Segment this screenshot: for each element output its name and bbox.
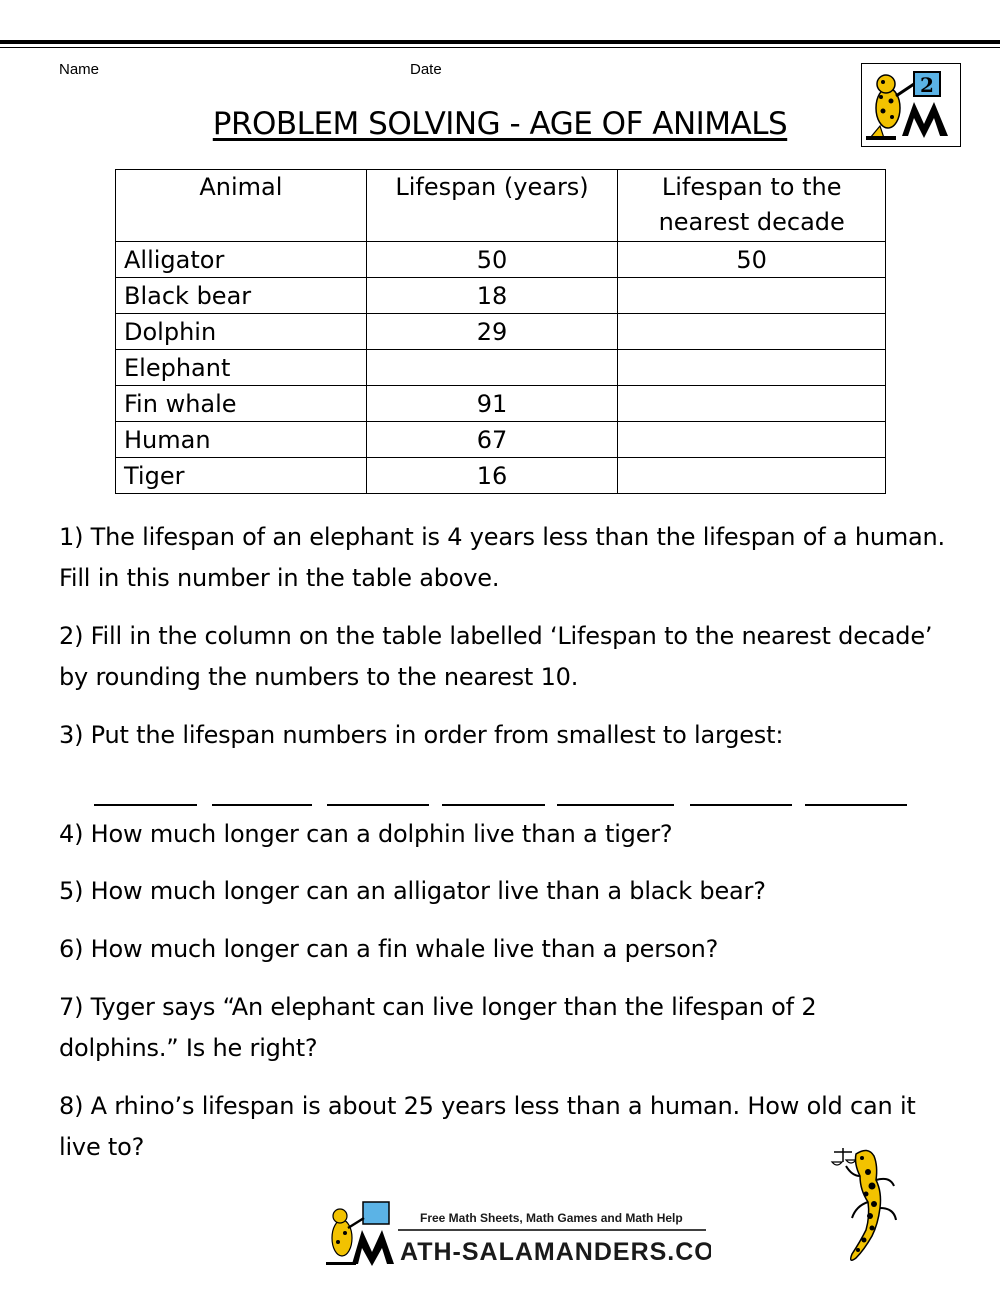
question-7: 7) Tyger says “An elephant can live longer than the lifespan of 2 dolphins.” Is he right? [59,993,817,1062]
question-8: 8) A rhino’s lifespan is about 25 years less than a human. How old can it live to? [59,1092,916,1161]
decade-cell[interactable] [618,350,886,386]
lifespan-cell[interactable] [366,350,618,386]
lifespan-cell: 29 [366,314,618,350]
answer-blank[interactable] [212,804,312,806]
header-animal: Animal [116,170,367,242]
table-row [116,314,886,350]
question-5: 5) How much longer can an alligator live than a black bear? [59,877,766,905]
table-row [116,242,886,278]
decade-cell[interactable] [618,314,886,350]
lifespan-cell: 16 [366,458,618,494]
footer-logo[interactable] [326,1200,711,1270]
question-2: 2) Fill in the column on the table labelled ‘Lifespan to the nearest decade’ by rounding the numbers to the nearest 10. [59,622,933,691]
question-4: 4) How much longer can a dolphin live than a tiger? [59,820,673,848]
answer-blank[interactable] [805,804,907,806]
lifespan-cell: 67 [366,422,618,458]
animal-cell: Tiger [116,458,367,494]
decade-cell[interactable] [618,458,886,494]
question-6: 6) How much longer can a fin whale live than a person? [59,935,719,963]
grade-number: 2 [920,73,934,97]
footer-tagline: Free Math Sheets, Math Games and Math Help [420,1211,683,1225]
footer-site: ATH-SALAMANDERS.COM [400,1238,711,1266]
table-row [116,386,886,422]
salamander-grade-icon [862,64,960,146]
table-row [116,350,886,386]
animal-cell: Dolphin [116,314,367,350]
decade-cell[interactable] [618,422,886,458]
lifespan-cell: 50 [366,242,618,278]
lifespan-cell: 91 [366,386,618,422]
question-1: 1) The lifespan of an elephant is 4 years less than the lifespan of a human. Fill in this number in the table above. [59,523,945,592]
math-salamanders-logo [326,1200,711,1270]
header-rule-thick [0,40,1000,44]
animal-cell: Alligator [116,242,367,278]
header-lifespan: Lifespan (years) [366,170,618,242]
table-row [116,422,886,458]
answer-blank[interactable] [557,804,674,806]
animal-cell: Black bear [116,278,367,314]
animal-cell: Elephant [116,350,367,386]
animal-cell: Human [116,422,367,458]
decade-cell[interactable] [618,386,886,422]
page-title: PROBLEM SOLVING - AGE OF ANIMALS [212,106,788,142]
header-rule-thin [0,47,1000,48]
salamander-scales-icon [826,1146,922,1266]
question-3: 3) Put the lifespan numbers in order from smallest to largest: [59,721,784,749]
grade-badge [861,63,961,147]
date-label: Date [410,61,442,78]
table-header-row [116,170,886,242]
decade-cell[interactable]: 50 [618,242,886,278]
answer-blank[interactable] [94,804,197,806]
table-row [116,458,886,494]
answer-blank[interactable] [442,804,545,806]
answer-blank[interactable] [690,804,792,806]
table-row [116,278,886,314]
header-nearest-decade: Lifespan to the nearest decade [618,170,886,242]
name-label: Name [59,61,100,78]
decade-cell[interactable] [618,278,886,314]
animal-cell: Fin whale [116,386,367,422]
lifespan-table [115,169,886,494]
lifespan-cell: 18 [366,278,618,314]
answer-blank[interactable] [327,804,429,806]
